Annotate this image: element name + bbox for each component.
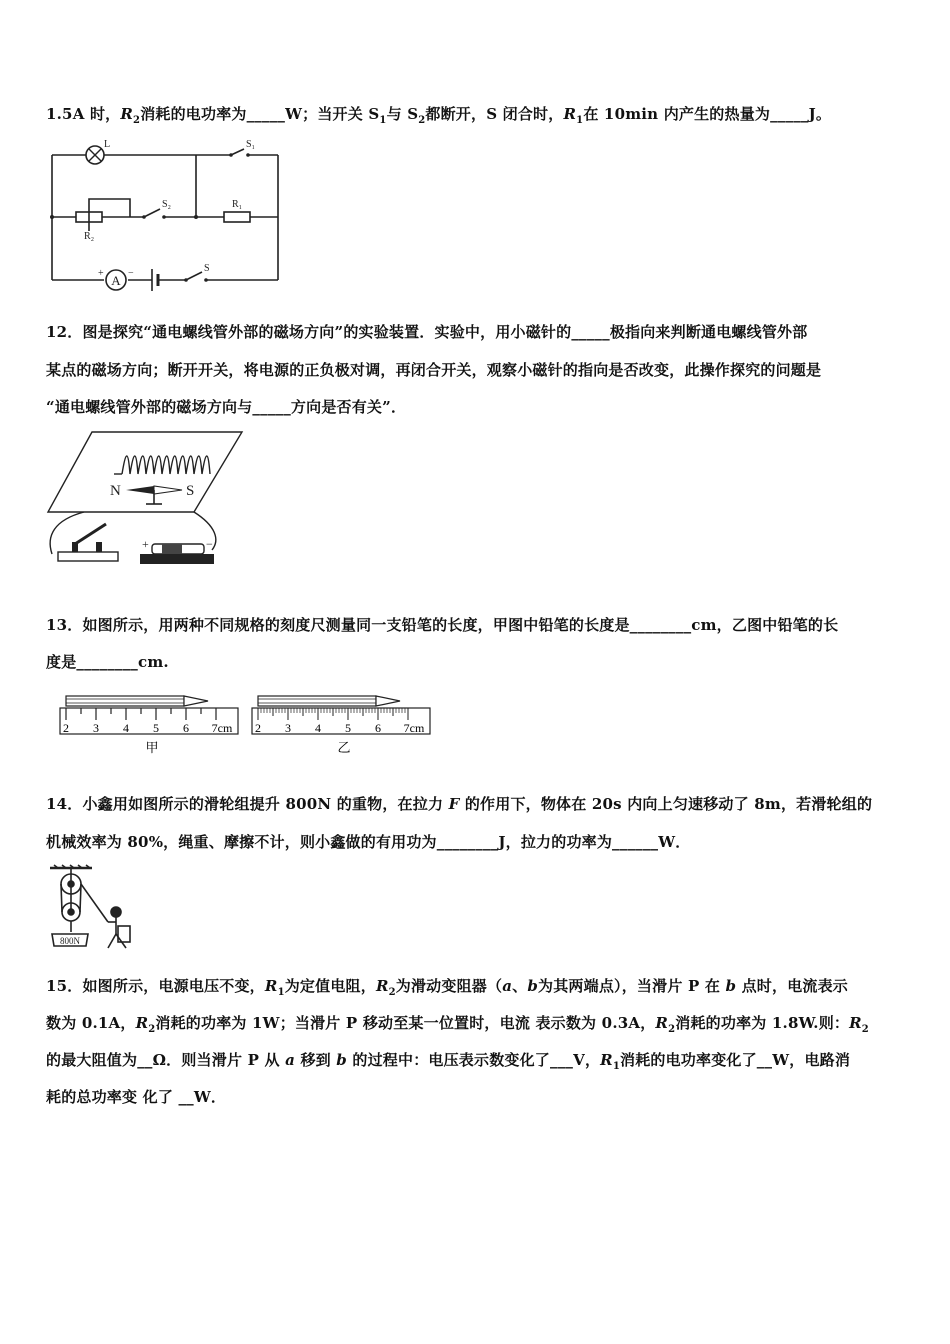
- svg-text:800N: 800N: [60, 936, 80, 946]
- svg-text:5: 5: [153, 721, 159, 735]
- q15-line-4: 耗的总功率变 化了 __W．: [46, 1088, 227, 1106]
- pencil-icon: [66, 696, 208, 706]
- svg-text:L: L: [104, 139, 111, 150]
- q12-line-2: 某点的磁场方向；断开开关，将电源的正负极对调，再闭合开关，观察小磁针的指向是否改变，此操作探究的问题是: [46, 361, 822, 379]
- svg-text:4: 4: [123, 721, 129, 735]
- q15-line-1: 15．如图所示，电源电压不变，$R_1$为定值电阻，$R_2$为滑动变阻器（a、b为其两端点），当滑片 P 在 b 点时，电流表示: [46, 977, 848, 998]
- svg-text:S₁: S₁: [246, 139, 256, 150]
- svg-text:N: N: [110, 483, 121, 499]
- switch-icon: [58, 524, 118, 561]
- svg-text:−: −: [128, 268, 134, 279]
- svg-text:6: 6: [183, 721, 189, 735]
- ruler-figures-q13: [56, 688, 440, 756]
- svg-text:S₂: S₂: [162, 199, 172, 210]
- person-icon: [108, 907, 130, 948]
- q12-line-1: 12．图是探究“通电螺线管外部的磁场方向”的实验装置．实验中，用小磁针的_____极指向来判断通电螺线管外部: [46, 323, 808, 341]
- svg-text:−: −: [206, 537, 213, 551]
- svg-text:5: 5: [345, 721, 351, 735]
- svg-text:+: +: [98, 268, 104, 279]
- q14-line-1: 14．小鑫用如图所示的滑轮组提升 800N 的重物，在拉力 F 的作用下，物体在 20s 内向上匀速移动了 8m，若滑轮组的: [46, 795, 873, 813]
- svg-text:R₁: R₁: [232, 199, 243, 210]
- ammeter-icon: [106, 270, 126, 290]
- ruler-a: [60, 696, 238, 755]
- svg-text:A: A: [111, 273, 121, 288]
- pencil-icon: [258, 696, 400, 706]
- svg-text:3: 3: [285, 721, 291, 735]
- q13-line-1: 13．如图所示，用两种不同规格的刻度尺测量同一支铅笔的长度，甲图中铅笔的长度是________cm，乙图中铅笔的长: [46, 616, 839, 634]
- q15-line-3: 的最大阻值为__Ω．则当滑片 P 从 a 移到 b 的过程中：电压表示数变化了___V，$R_1$消耗的电功率变化了__W，电路消: [46, 1051, 851, 1072]
- lamp-icon: [86, 146, 104, 164]
- svg-text:6: 6: [375, 721, 381, 735]
- q15-line-2: 数为 0.1A，$R_2$消耗的功率为 1W；当滑片 P 移动至某一位置时，电流 表示数为 0.3A，$R_2$消耗的功率为 1.8W.则：$R_2$: [46, 1014, 869, 1035]
- svg-text:7cm: 7cm: [211, 721, 233, 735]
- svg-text:2: 2: [255, 721, 261, 735]
- battery-icon: [140, 544, 214, 564]
- q14-line-2: 机械效率为 80%，绳重、摩擦不计，则小鑫做的有用功为________J，拉力的功率为______W．: [46, 833, 691, 851]
- ruler-b: [252, 696, 430, 755]
- svg-text:甲: 甲: [145, 740, 159, 755]
- svg-text:4: 4: [315, 721, 321, 735]
- solenoid-apparatus-q12: [44, 428, 244, 570]
- svg-text:S: S: [186, 483, 195, 499]
- svg-text:+: +: [142, 537, 149, 551]
- q11-line-1: 1.5A 时，$R_2$消耗的电功率为_____W；当开关 $S_1$与 $S_2$都断开，S 闭合时，$R_1$在 10min 内产生的热量为_____J。: [46, 105, 832, 126]
- compass-needle-icon: [126, 486, 182, 504]
- svg-text:3: 3: [93, 721, 99, 735]
- svg-text:S: S: [204, 263, 210, 274]
- q13-line-2: 度是________cm.: [46, 653, 169, 671]
- svg-text:7cm: 7cm: [403, 721, 425, 735]
- circuit-diagram-q11: [46, 135, 286, 295]
- q12-line-3: “通电螺线管外部的磁场方向与_____方向是否有关”．: [46, 398, 407, 416]
- pulley-system-q14: [46, 864, 136, 952]
- svg-text:R₂: R₂: [84, 231, 95, 242]
- svg-text:2: 2: [63, 721, 69, 735]
- svg-text:乙: 乙: [337, 740, 351, 755]
